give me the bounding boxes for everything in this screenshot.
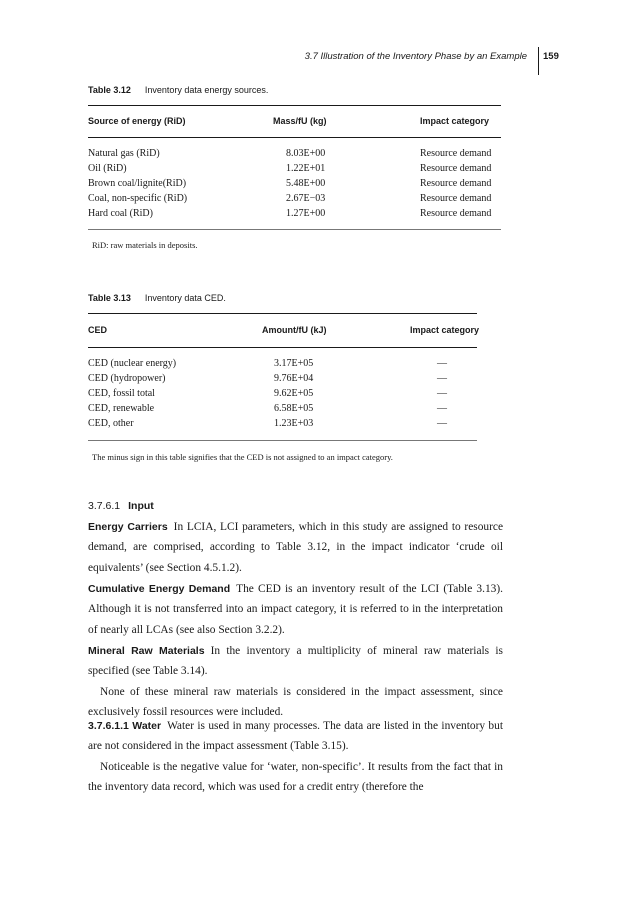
table-cell: Oil (RiD) [88, 163, 127, 174]
table-3-13-label: Table 3.13 [88, 293, 131, 303]
paragraph-text: In the inventory a multiplicity of mineral raw materials is specified (see Table 3.14). [88, 645, 503, 678]
table-cell: — [437, 373, 447, 384]
table-cell: 3.17E+05 [274, 358, 314, 369]
table-cell: 9.76E+04 [274, 373, 314, 384]
table-3-13-col-amount: Amount/fU (kJ) [262, 325, 327, 335]
section-heading [88, 500, 154, 512]
header-divider [538, 47, 539, 75]
table-cell: Coal, non-specific (RiD) [88, 193, 188, 204]
running-title: 3.7 Illustration of the Inventory Phase by an Example [304, 51, 527, 62]
table-cell: 2.67E−03 [286, 193, 326, 204]
table-3-13-top-rule [88, 313, 477, 314]
section-number: 3.7.6.1 [88, 500, 121, 512]
table-cell: 9.62E+05 [274, 388, 314, 399]
table-3-13-col-ced: CED [88, 325, 108, 335]
paragraph-water-continued: Noticeable is the negative value for ‘water, non-specific’. It results from the fact that in the inventory data record, which was used for a credit entry (therefore the [88, 761, 503, 794]
run-in-heading: 3.7.6.1.1 Water [88, 720, 162, 732]
table-3-12-col-mass: Mass/fU (kg) [273, 116, 327, 126]
table-3-13-title: Inventory data CED. [144, 293, 226, 303]
table-cell: Resource demand [420, 148, 492, 159]
table-cell: 1.23E+03 [274, 418, 314, 429]
run-in-heading: Mineral Raw Materials [88, 645, 205, 657]
page-number: 159 [543, 51, 559, 62]
run-in-heading: Energy Carriers [88, 521, 168, 533]
table-3-13-footnote: The minus sign in this table signifies that the CED is not assigned to an impact category. [92, 452, 393, 462]
table-cell: CED, fossil total [88, 388, 155, 399]
table-3-12-footnote: RiD: raw materials in deposits. [92, 240, 198, 250]
table-3-12-col-source: Source of energy (RiD) [88, 116, 186, 126]
paragraph-text: The CED is an inventory result of the LCI (Table 3.13). Although it is not transferred into an impact category, it is referred to in the interpretation of nearly all LCAs (see also Section 3.2.2). [88, 583, 504, 636]
paragraph-ced [88, 579, 503, 640]
table-cell: 1.22E+01 [286, 163, 326, 174]
paragraph-text: In LCIA, LCI parameters, which in this study are assigned to resource demand, are comprised, according to Table 3.12, in the impact indicator ‘crude oil equivalents’ (see Section 4.5.1.2). [88, 521, 503, 574]
table-3-12-label: Table 3.12 [88, 85, 131, 95]
table-3-12-title: Inventory data energy sources. [144, 85, 269, 95]
table-3-12-head-rule [88, 137, 501, 138]
section-title: Input [128, 500, 154, 512]
paragraph-text: Water is used in many processes. The data are listed in the inventory but are not considered in the impact assessment (Table 3.15). [88, 720, 503, 753]
run-in-heading: Cumulative Energy Demand [88, 583, 231, 595]
table-cell: Resource demand [420, 193, 492, 204]
table-cell: Resource demand [420, 178, 492, 189]
table-3-13-col-impact: Impact category [410, 325, 480, 335]
table-3-12-col-impact: Impact category [420, 116, 490, 126]
table-3-12-top-rule [88, 105, 501, 106]
table-cell: Brown coal/lignite(RiD) [88, 178, 187, 189]
table-3-13-caption [88, 293, 226, 303]
table-3-12-caption [88, 85, 268, 95]
table-3-13-bottom-rule [88, 440, 477, 441]
table-cell: — [437, 403, 447, 414]
table-cell: — [437, 358, 447, 369]
paragraph-water [88, 716, 503, 757]
table-cell: — [437, 418, 447, 429]
table-cell: CED (nuclear energy) [88, 358, 177, 369]
table-cell: Hard coal (RiD) [88, 208, 153, 219]
table-cell: CED, other [88, 418, 134, 429]
paragraph-mineral [88, 641, 503, 682]
paragraph-mineral-continued: None of these mineral raw materials is considered in the impact assessment, since exclusively fossil resources were included. [88, 686, 503, 719]
table-cell: 6.58E+05 [274, 403, 314, 414]
table-cell: Natural gas (RiD) [88, 148, 160, 159]
table-cell: CED, renewable [88, 403, 155, 414]
table-cell: 5.48E+00 [286, 178, 326, 189]
table-cell: 1.27E+00 [286, 208, 326, 219]
table-cell: Resource demand [420, 208, 492, 219]
table-cell: — [437, 388, 447, 399]
table-3-12-bottom-rule [88, 229, 501, 230]
table-cell: 8.03E+00 [286, 148, 326, 159]
table-cell: CED (hydropower) [88, 373, 166, 384]
table-3-13-head-rule [88, 347, 477, 348]
table-cell: Resource demand [420, 163, 492, 174]
paragraph-energy-carriers [88, 517, 503, 578]
